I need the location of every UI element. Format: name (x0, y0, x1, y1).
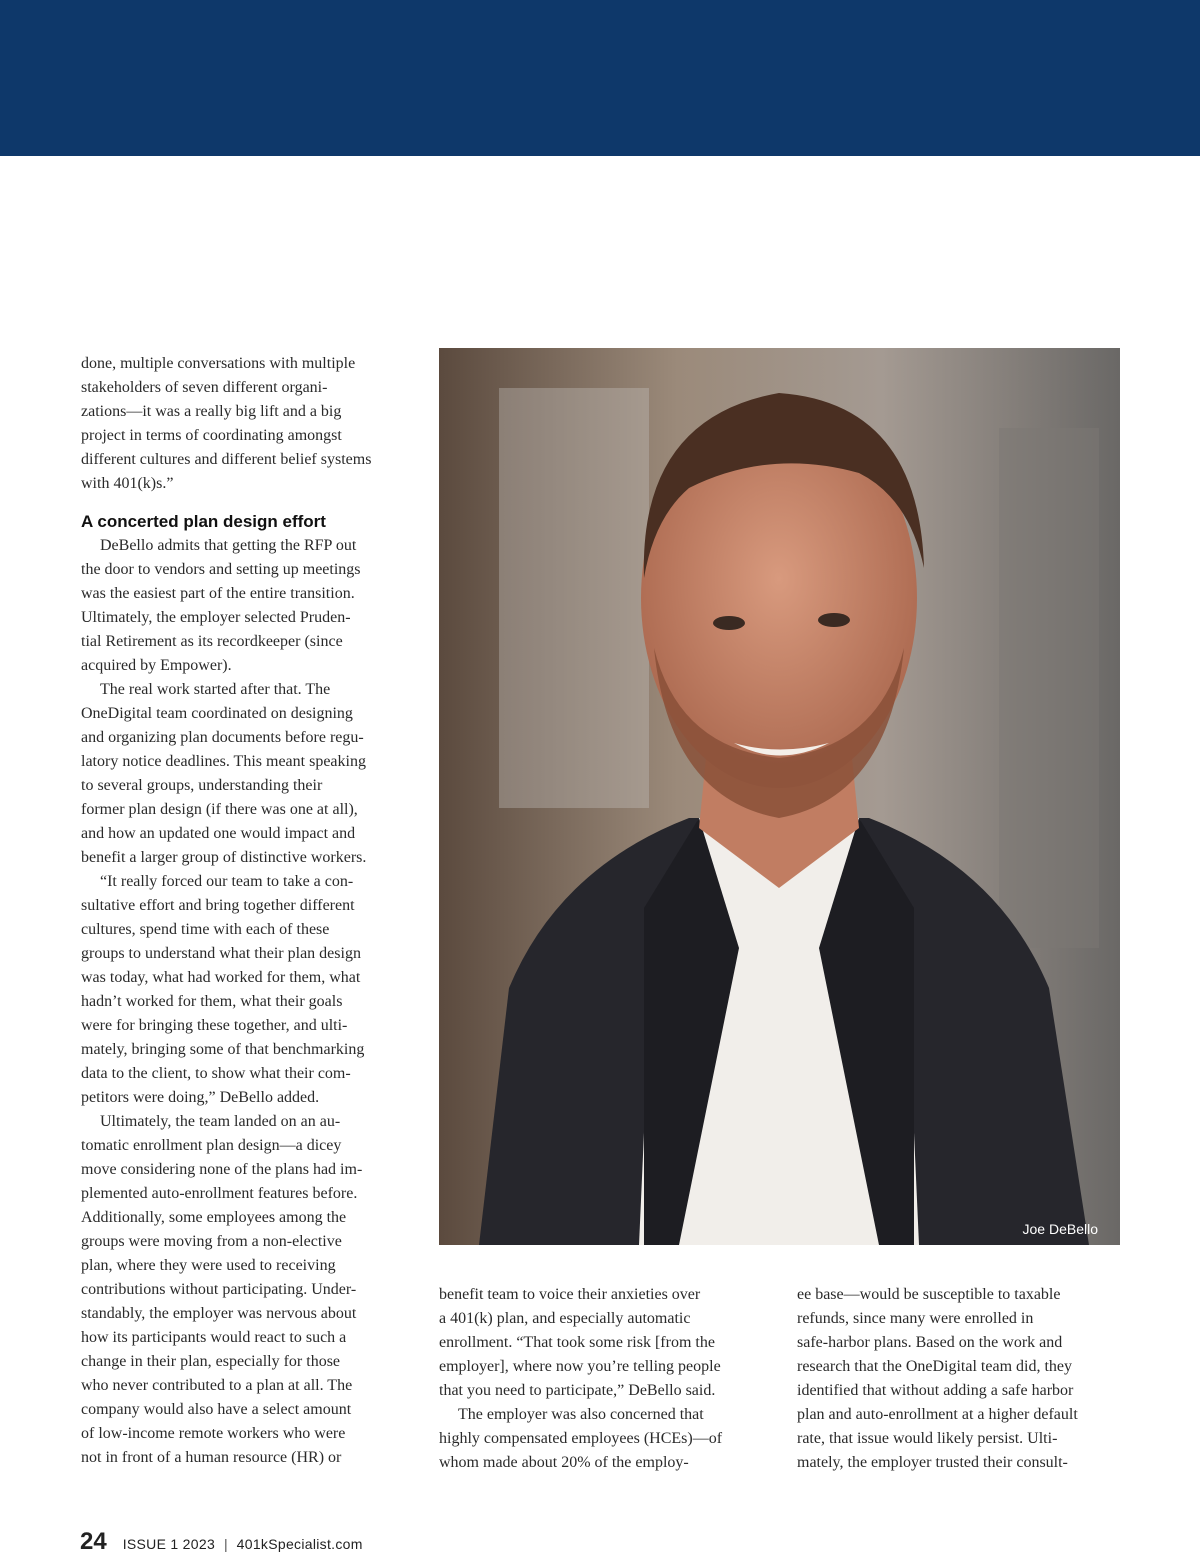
paragraph: The real work started after that. The OneDigital team coordinated on designing and organizing plan documents before regu- latory notice deadlines. This meant speaking to several groups, understanding their former plan design (if there was one at all), and how an updated one would impact and benefit a larger group of distinctive workers. (81, 681, 367, 866)
article-column-3 (797, 1283, 1119, 1475)
site-link[interactable]: 401kSpecialist.com (236, 1536, 363, 1552)
article-column-2 (439, 1283, 761, 1475)
intro-paragraph: done, multiple conversations with multiple stakeholders of seven different organi- zations—it was a really big lift and a big project in terms of coordinating amongst different cultures and different belief systems with 401(k)s.” (81, 355, 372, 492)
page-footer (80, 1528, 363, 1560)
article-column-1 (81, 352, 406, 1470)
paragraph: The employer was also concerned that highly compensated employees (HCEs)—of whom made about 20% of the employ- (439, 1406, 723, 1471)
top-banner (0, 0, 1200, 156)
section-heading: A concerted plan design effort (81, 512, 326, 531)
paragraph: ee base—would be susceptible to taxable refunds, since many were enrolled in safe-harbor plans. Based on the work and research that the OneDigital team did, they identified that without adding a safe harbor plan and auto-enrollment at a higher default rate, that issue would likely persist. Ulti- mately, the employer trusted their consult- (797, 1286, 1078, 1471)
paragraph: Ultimately, the team landed on an au- tomatic enrollment plan design—a dicey move considering none of the plans had im- plemented auto-enrollment features before. Additionally, some employees among the groups were moving from a non-elective plan, where they were used to receiving contributions without participating. Under- standably, the employer was nervous about how its participants would react to such a change in their plan, especially for those who never contributed to a plan at all. The company would also have a select amount of low-income remote workers who were not in front of a human resource (HR) or (81, 1113, 363, 1466)
portrait-photo (439, 348, 1120, 1245)
paragraph: DeBello admits that getting the RFP out the door to vendors and setting up meetings was the easiest part of the entire transition. Ultimately, the employer selected Pruden- tial Retirement as its recordkeeper (since acquired by Empower). (81, 537, 361, 674)
page-number: 24 (80, 1528, 107, 1555)
paragraph: benefit team to voice their anxieties over a 401(k) plan, and especially automatic enrollment. “That took some risk [from the employer], where now you’re telling people that you need to participate,” DeBello said. (439, 1286, 721, 1399)
paragraph: “It really forced our team to take a con- sultative effort and bring together different cultures, spend time with each of these groups to understand what their plan design was today, what had worked for them, what hadn’t worked for them, what their goals were for bringing these together, and ulti- mately, bringing some of that benchmarking data to the client, to show what their com- petitors were doing,” DeBello added. (81, 873, 365, 1106)
issue-label: ISSUE 1 2023 (122, 1536, 216, 1552)
footer-separator: | (224, 1536, 228, 1552)
portrait-illustration (439, 348, 1120, 1245)
photo-caption: Joe DeBello (1022, 1221, 1098, 1237)
